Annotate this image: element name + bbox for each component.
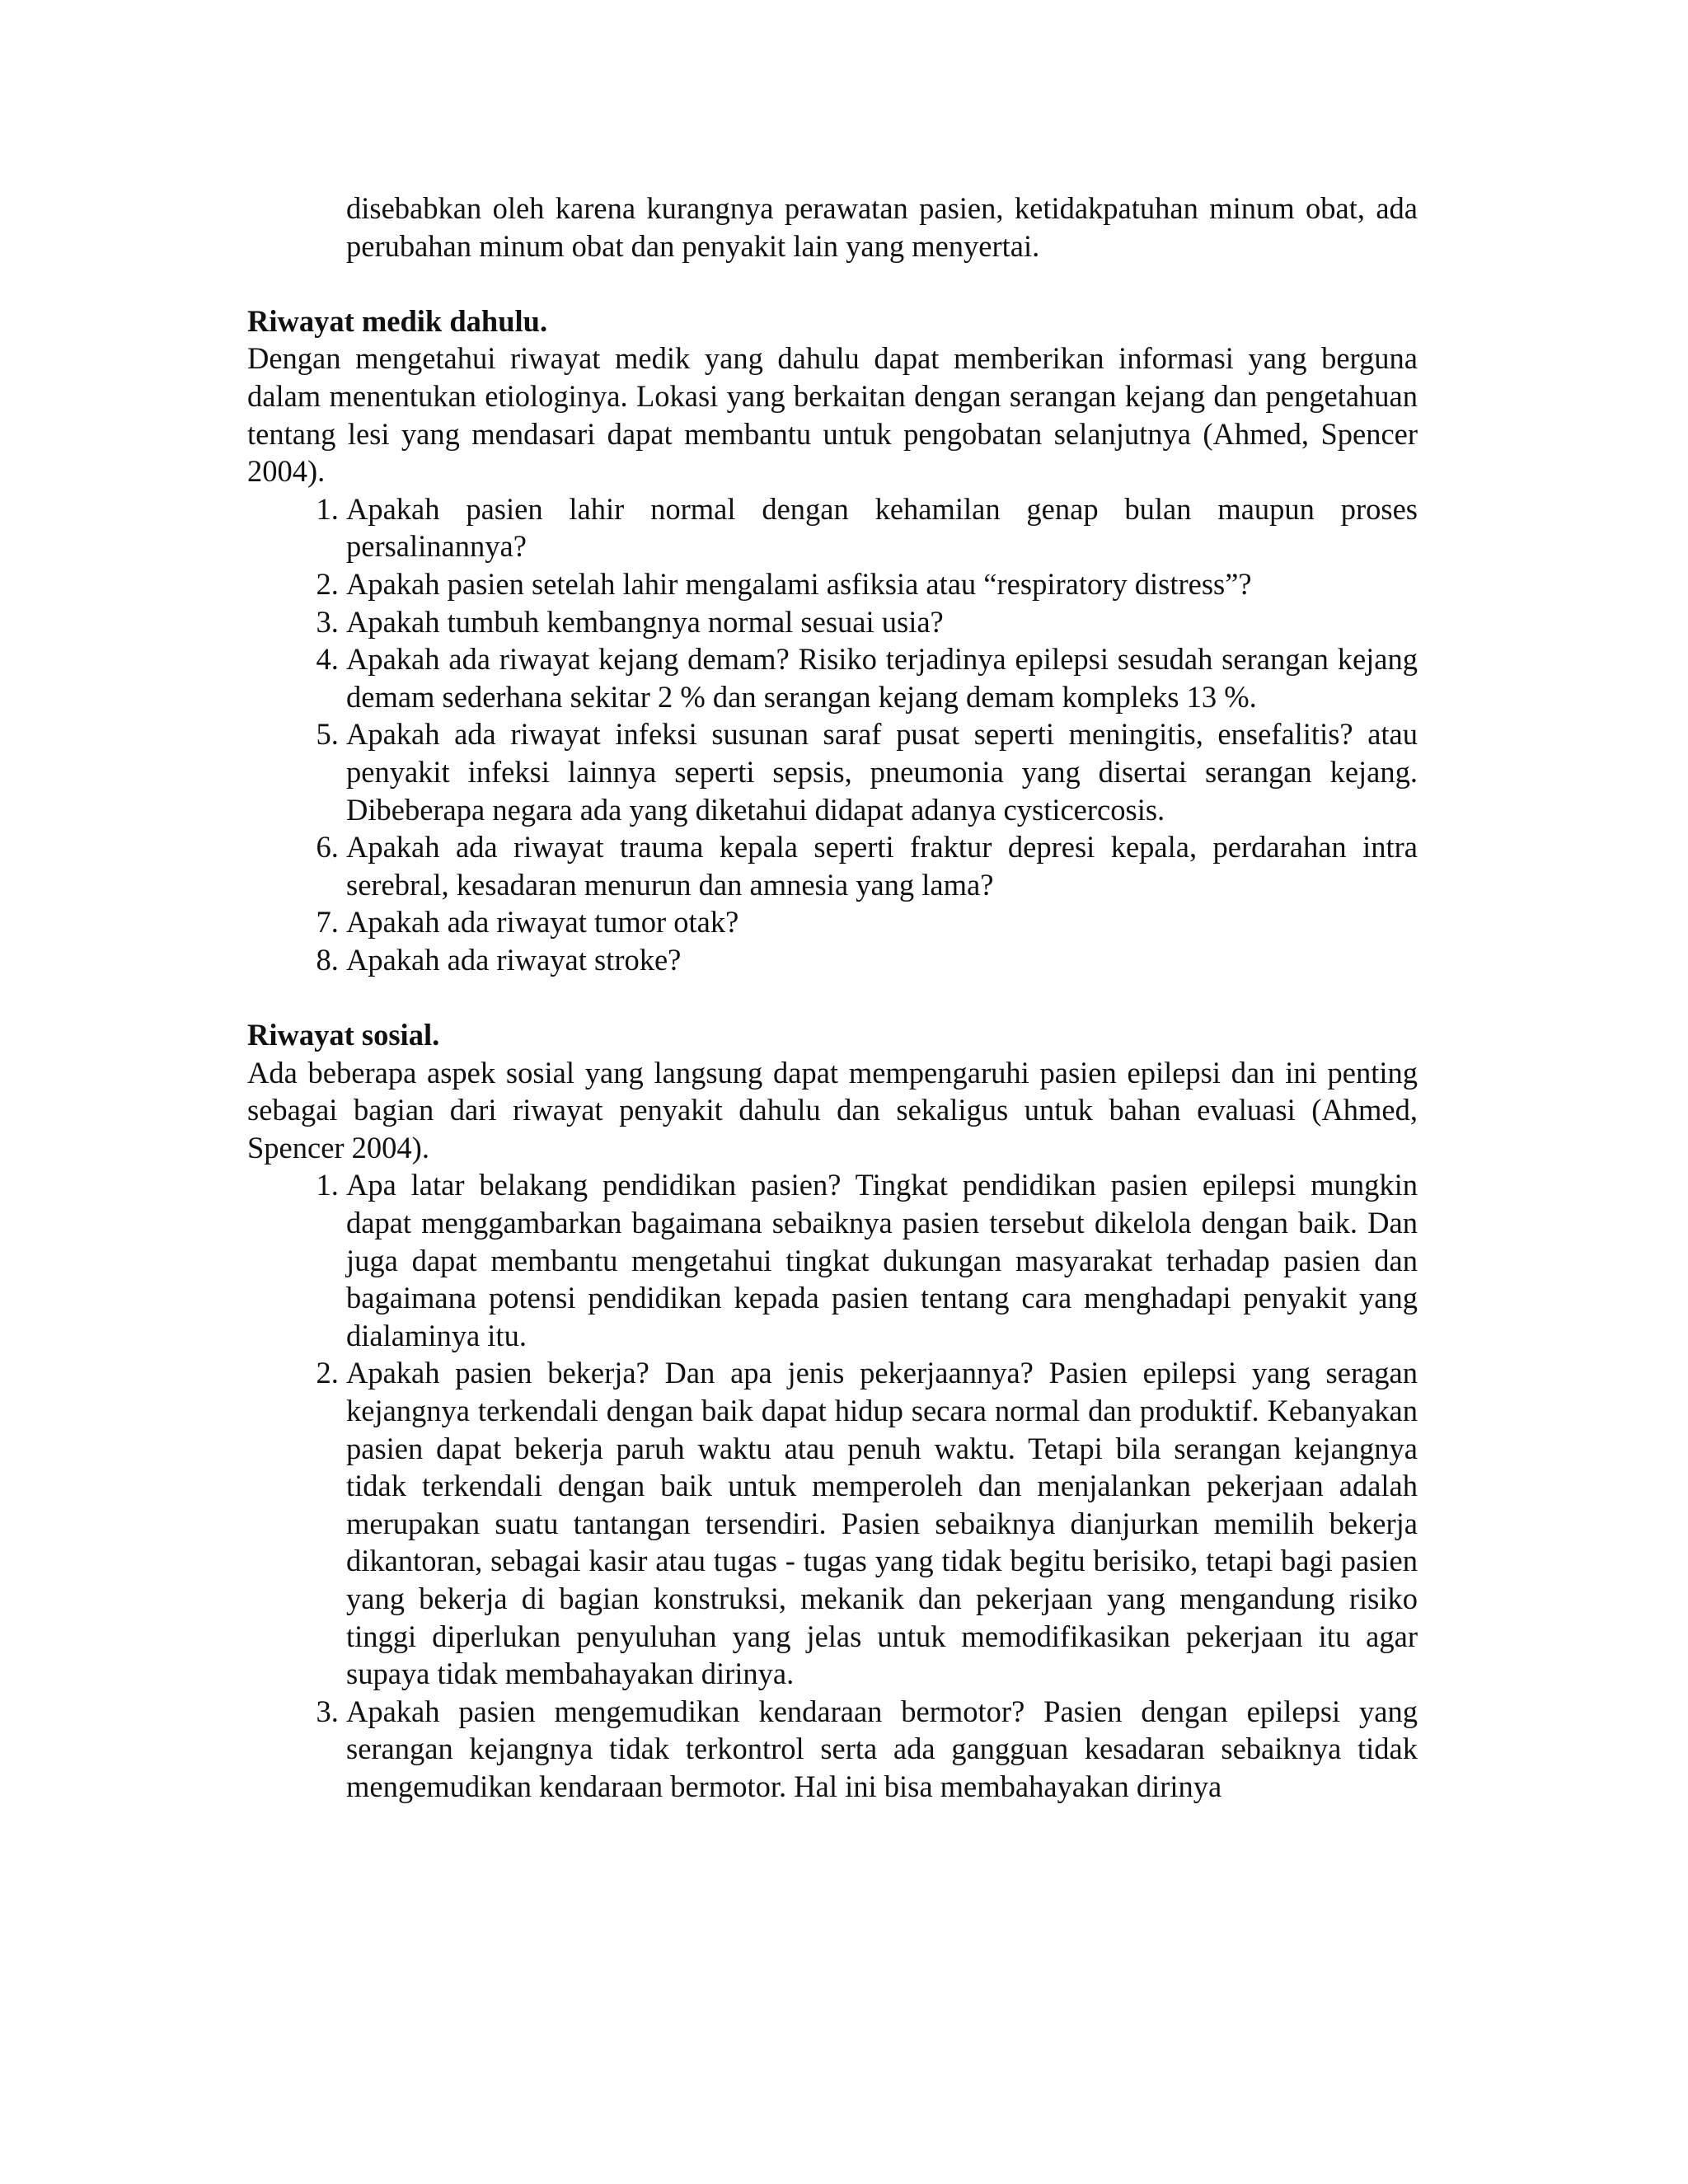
list-item: 2. Apakah pasien bekerja? Dan apa jenis pekerjaannya? Pasien epilepsi yang seragan kejangnya terkendali dengan baik dapat hidup secara normal dan produktif. Kebanyakan pasien dapat bekerja paruh waktu atau penuh waktu. Tetapi bila serangan kejangnya tidak terkendali dengan baik untuk memperoleh dan menjalankan pekerjaan adalah merupakan suatu tantangan tersendiri. Pasien sebaiknya dianjurkan memilih bekerja dikantoran, sebagai kasir atau tugas - tugas yang tidak begitu berisiko, tetapi bagi pasien yang bekerja di bagian konstruksi, mekanik dan pekerjaan yang mengandung risiko tinggi diperlukan penyuluhan yang jelas untuk memodifikasikan pekerjaan itu agar supaya tidak membahayakan dirinya.	[346, 1354, 1418, 1692]
continuation-paragraph: disebabkan oleh karena kurangnya perawatan pasien, ketidakpatuhan minum obat, ada perubahan minum obat dan penyakit lain yang menyertai.	[346, 191, 1418, 263]
list-item: 6. Apakah ada riwayat trauma kepala seperti fraktur depresi kepala, perdarahan intra serebral, kesadaran menurun dan amnesia yang lama?	[346, 828, 1418, 903]
document-page	[247, 190, 1418, 1806]
list-item: 5. Apakah ada riwayat infeksi susunan saraf pusat seperti meningitis, ensefalitis? atau penyakit infeksi lainnya seperti sepsis, pneumonia yang disertai serangan kejang. Dibeberapa negara ada yang diketahui didapat adanya cysticercosis.	[346, 715, 1418, 828]
list-item: 2. Apakah pasien setelah lahir mengalami asfiksia atau “respiratory distress”?	[346, 565, 1418, 603]
medical-history-heading: Riwayat medik dahulu.	[247, 303, 548, 338]
list-item: 4. Apakah ada riwayat kejang demam? Risiko terjadinya epilepsi sesudah serangan kejang demam sederhana sekitar 2 % dan serangan kejang demam kompleks 13 %.	[346, 640, 1418, 715]
social-history-list	[247, 1166, 1418, 1805]
list-item: 3. Apakah pasien mengemudikan kendaraan bermotor? Pasien dengan epilepsi yang serangan kejangnya tidak terkontrol serta ada gangguan kesadaran sebaiknya tidak mengemudikan kendaraan bermotor. Hal ini bisa membahayakan dirinya	[346, 1693, 1418, 1806]
social-history-heading: Riwayat sosial.	[247, 1018, 440, 1052]
list-item: 8. Apakah ada riwayat stroke?	[346, 941, 1418, 979]
medical-history-list	[247, 490, 1418, 979]
list-item: 3. Apakah tumbuh kembangnya normal sesuai usia?	[346, 603, 1418, 641]
medical-history-paragraph: Dengan mengetahui riwayat medik yang dahulu dapat memberikan informasi yang berguna dalam menentukan etiologinya. Lokasi yang berkaitan dengan serangan kejang dan pengetahuan tentang lesi yang mendasari dapat membantu untuk pengobatan selanjutnya (Ahmed, Spencer 2004).	[247, 341, 1418, 489]
social-history-paragraph: Ada beberapa aspek sosial yang langsung dapat mempengaruhi pasien epilepsi dan ini penting sebagai bagian dari riwayat penyakit dahulu dan sekaligus untuk bahan evaluasi (Ahmed, Spencer 2004).	[247, 1055, 1418, 1165]
list-item: 1. Apakah pasien lahir normal dengan kehamilan genap bulan maupun proses persalinannya?	[346, 490, 1418, 565]
list-item: 1. Apa latar belakang pendidikan pasien? Tingkat pendidikan pasien epilepsi mungkin dapat menggambarkan bagaimana sebaiknya pasien tersebut dikelola dengan baik. Dan juga dapat membantu mengetahui tingkat dukungan masyarakat terhadap pasien dan bagaimana potensi pendidikan kepada pasien tentang cara menghadapi penyakit yang dialaminya itu.	[346, 1166, 1418, 1354]
spacer	[247, 265, 1418, 302]
list-item: 7. Apakah ada riwayat tumor otak?	[346, 903, 1418, 941]
spacer	[247, 978, 1418, 1016]
